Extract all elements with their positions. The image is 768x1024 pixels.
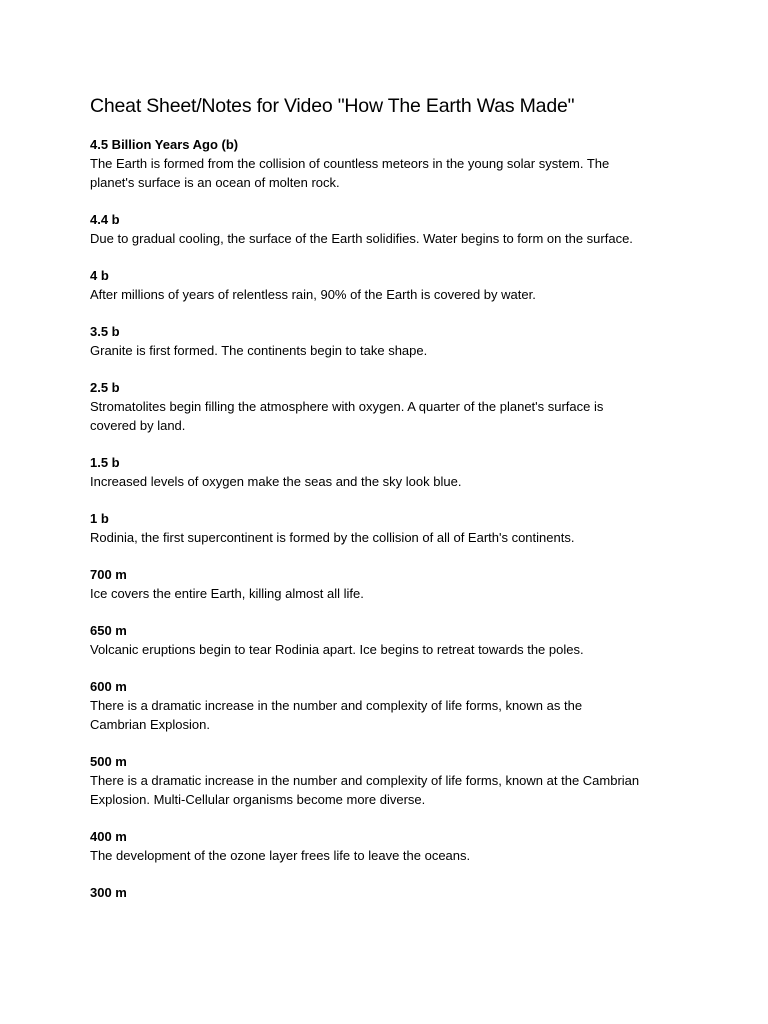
timeline-entry bbox=[90, 883, 690, 902]
entry-heading: 300 m bbox=[90, 885, 127, 900]
entry-heading: 1.5 b bbox=[90, 455, 120, 470]
timeline-entry bbox=[90, 827, 690, 865]
entry-heading: 600 m bbox=[90, 679, 127, 694]
entry-text: Rodinia, the first supercontinent is formed by the collision of all of Earth's continents. bbox=[90, 530, 575, 545]
entry-text: The development of the ozone layer frees life to leave the oceans. bbox=[90, 848, 471, 863]
entry-heading: 1 b bbox=[90, 511, 109, 526]
timeline-entry bbox=[90, 453, 690, 491]
entry-text: Granite is first formed. The continents begin to take shape. bbox=[90, 343, 428, 358]
entry-heading: 500 m bbox=[90, 754, 127, 769]
entry-heading: 4.5 Billion Years Ago (b) bbox=[90, 137, 239, 152]
timeline-entry bbox=[90, 677, 690, 734]
entry-text: Increased levels of oxygen make the seas and the sky look blue. bbox=[90, 474, 462, 489]
timeline-entry bbox=[90, 752, 690, 809]
entry-heading: 4 b bbox=[90, 268, 109, 283]
entry-heading: 2.5 b bbox=[90, 380, 120, 395]
entry-text: Volcanic eruptions begin to tear Rodinia apart. Ice begins to retreat towards the poles. bbox=[90, 642, 584, 657]
document-title: Cheat Sheet/Notes for Video "How The Earth Was Made" bbox=[90, 95, 575, 117]
timeline-entry bbox=[90, 509, 690, 547]
timeline-entry bbox=[90, 378, 690, 435]
entry-text: Ice covers the entire Earth, killing almost all life. bbox=[90, 586, 364, 601]
entry-heading: 700 m bbox=[90, 567, 127, 582]
entry-heading: 400 m bbox=[90, 829, 127, 844]
entry-text: After millions of years of relentless rain, 90% of the Earth is covered by water. bbox=[90, 287, 536, 302]
entry-heading: 4.4 b bbox=[90, 212, 120, 227]
timeline-entry bbox=[90, 322, 690, 360]
document-page bbox=[90, 93, 690, 920]
entry-heading: 650 m bbox=[90, 623, 127, 638]
entry-text: There is a dramatic increase in the number and complexity of life forms, known as the Cambrian Explosion. bbox=[90, 698, 583, 732]
timeline-entry bbox=[90, 266, 690, 304]
timeline-entry bbox=[90, 621, 690, 659]
timeline-entry bbox=[90, 210, 690, 248]
timeline-entry bbox=[90, 565, 690, 603]
entry-text: Due to gradual cooling, the surface of the Earth solidifies. Water begins to form on the surface. bbox=[90, 231, 633, 246]
entry-heading: 3.5 b bbox=[90, 324, 120, 339]
entry-text: Stromatolites begin filling the atmosphere with oxygen. A quarter of the planet's surface is covered by land. bbox=[90, 399, 604, 433]
timeline-entry bbox=[90, 135, 690, 192]
entry-text: The Earth is formed from the collision of countless meteors in the young solar system. The planet's surface is an ocean of molten rock. bbox=[90, 156, 610, 190]
entry-text: There is a dramatic increase in the number and complexity of life forms, known at the Cambrian Explosion. Multi-Cellular organisms become more diverse. bbox=[90, 773, 640, 807]
